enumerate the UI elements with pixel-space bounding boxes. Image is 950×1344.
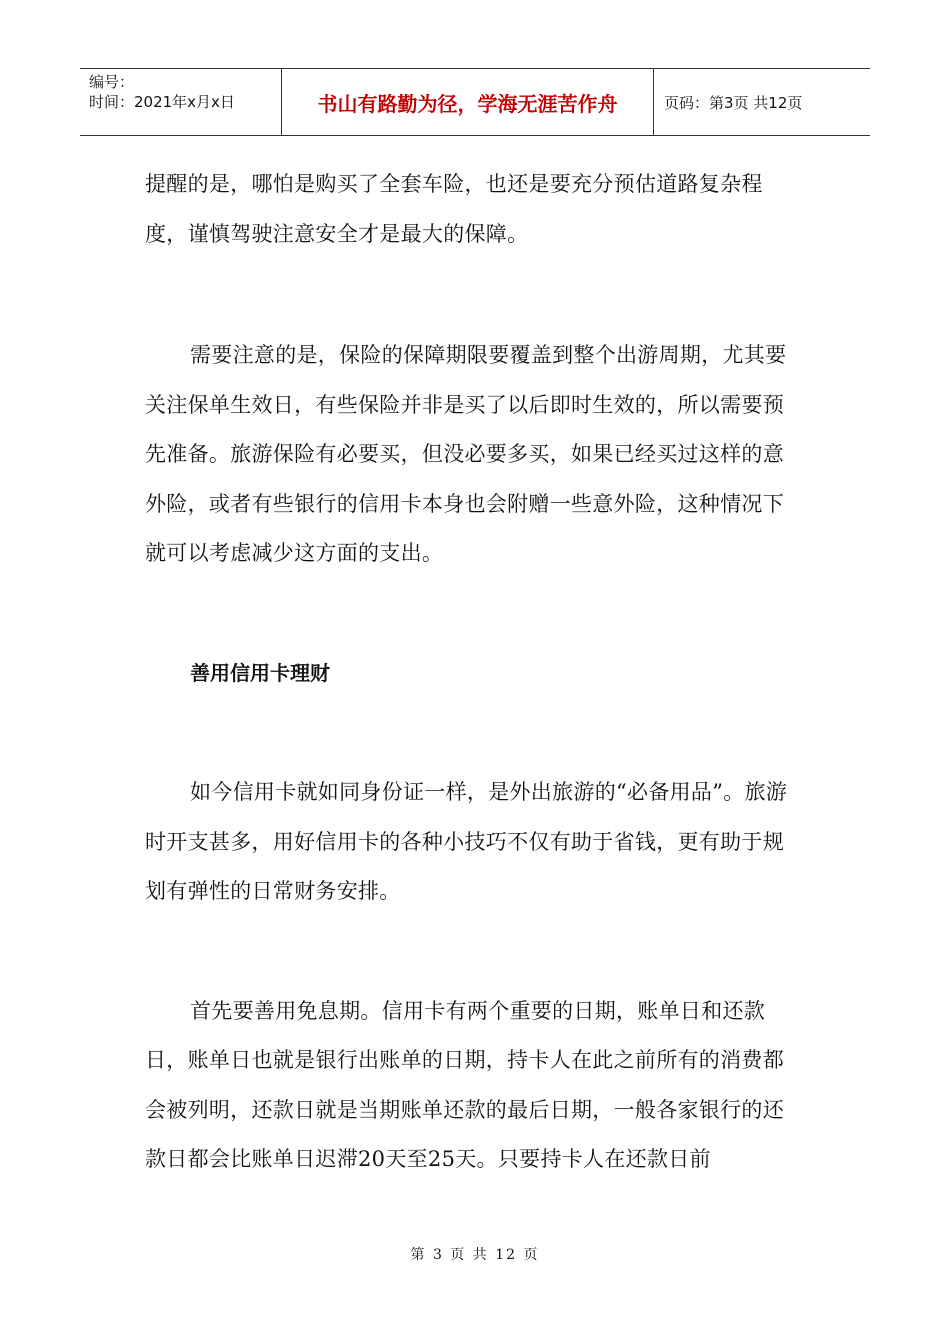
spacer	[145, 917, 795, 987]
spacer	[145, 579, 795, 649]
header-left-cell	[80, 69, 282, 135]
document-body	[145, 160, 795, 1185]
number-label: 编号：	[89, 73, 135, 91]
spacer	[145, 698, 795, 768]
motto: 书山有路勤为径，学海无涯苦作舟	[282, 69, 654, 135]
time-label: 时间：2021年x月x日	[89, 93, 235, 111]
paragraph-2: 需要注意的是，保险的保障期限要覆盖到整个出游周期，尤其要关注保单生效日，有些保险并非是买了以后即时生效的，所以需要预先准备。旅游保险有必要买，但没必要多买，如果已经买过这样的意外险，或者有些银行的信用卡本身也会附赠一些意外险，这种情况下就可以考虑减少这方面的支出。	[145, 343, 787, 565]
spacer	[145, 259, 795, 331]
paragraph-4: 首先要善用免息期。信用卡有两个重要的日期，账单日和还款日，账单日也就是银行出账单的日期，持卡人在此之前所有的消费都会被列明，还款日就是当期账单还款的最后日期，一般各家银行的还款日都会比账单日迟滞20天至25天。只要持卡人在还款日前	[145, 998, 784, 1171]
paragraph-1: 提醒的是，哪怕是购买了全套车险，也还是要充分预估道路复杂程度，谨慎驾驶注意安全才是最大的保障。	[145, 172, 763, 246]
page-footer: 第 3 页 共 12 页	[410, 1247, 540, 1263]
section-heading: 善用信用卡理财	[190, 660, 330, 685]
header-table	[80, 68, 870, 136]
page-info: 页码：第3页 共12页	[664, 93, 803, 112]
paragraph-3: 如今信用卡就如同身份证一样，是外出旅游的“必备用品”。旅游时开支甚多，用好信用卡的各种小技巧不仅有助于省钱，更有助于规划有弹性的日常财务安排。	[145, 780, 788, 903]
